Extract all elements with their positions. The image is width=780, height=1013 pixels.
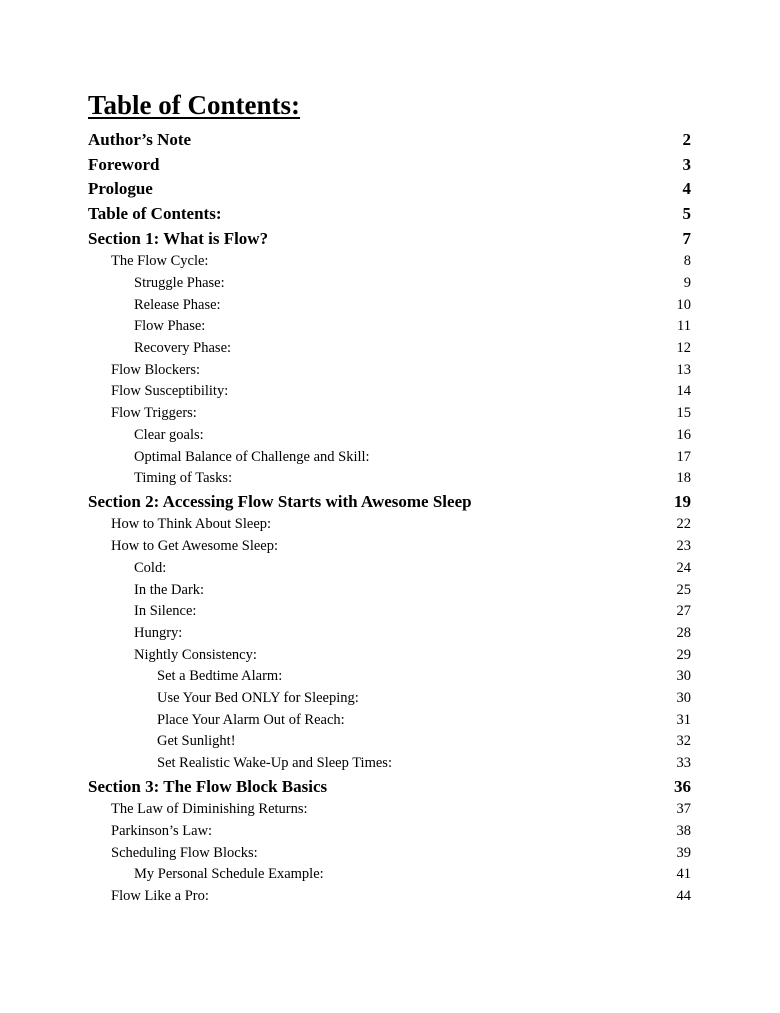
toc-entry-label: Prologue <box>88 179 153 199</box>
toc-entry-page-number: 19 <box>674 491 691 511</box>
toc-entry <box>88 403 691 425</box>
toc-entry <box>88 338 691 360</box>
toc-list <box>88 128 691 907</box>
toc-entry-page-number: 24 <box>676 559 691 576</box>
toc-entry-page-number: 11 <box>677 318 691 335</box>
toc-entry-label: The Law of Diminishing Returns: <box>111 801 308 818</box>
toc-entry <box>88 709 691 731</box>
toc-entry-label: Flow Phase: <box>134 318 206 335</box>
toc-entry-page-number: 25 <box>676 581 691 598</box>
toc-entry-label: Nightly Consistency: <box>134 646 257 663</box>
toc-entry-label: Parkinson’s Law: <box>111 823 213 839</box>
toc-entry <box>88 490 691 515</box>
toc-entry-label: Recovery Phase: <box>134 340 232 357</box>
toc-entry-page-number: 7 <box>682 228 691 248</box>
toc-entry <box>88 799 691 821</box>
toc-entry-page-number: 3 <box>682 154 691 174</box>
toc-entry-page-number: 13 <box>676 361 691 378</box>
toc-entry <box>88 558 691 580</box>
toc-entry <box>88 536 691 558</box>
toc-entry <box>88 153 691 178</box>
toc-entry-label: Timing of Tasks: <box>134 470 233 487</box>
toc-entry-label: Clear goals: <box>134 426 204 443</box>
toc-entry-label: Get Sunlight! <box>157 733 236 750</box>
toc-entry <box>88 579 691 601</box>
toc-entry <box>88 294 691 316</box>
toc-entry <box>88 623 691 645</box>
toc-entry <box>88 886 691 908</box>
toc-entry-page-number: 14 <box>676 383 691 400</box>
toc-entry-page-number: 8 <box>683 253 691 270</box>
toc-entry-page-number: 5 <box>682 204 691 224</box>
toc-entry-label: My Personal Schedule Example: <box>134 866 324 883</box>
toc-entry-label: In the Dark: <box>134 581 205 598</box>
toc-entry-page-number: 44 <box>676 888 691 905</box>
toc-entry-page-number: 32 <box>676 733 691 750</box>
toc-entry <box>88 273 691 295</box>
toc-entry-label: Use Your Bed ONLY for Sleeping: <box>157 689 359 706</box>
toc-entry-page-number: 9 <box>683 275 691 291</box>
toc-entry-page-number: 41 <box>676 866 691 883</box>
toc-entry <box>88 226 691 251</box>
toc-entry <box>88 842 691 864</box>
toc-entry-label: Cold: <box>134 559 167 576</box>
toc-entry-page-number: 15 <box>676 405 691 422</box>
toc-entry-label: Section 2: Accessing Flow Starts with Awesome Sleep <box>88 491 472 511</box>
toc-entry-page-number: 16 <box>676 426 691 443</box>
toc-entry-label: The Flow Cycle: <box>111 253 209 270</box>
toc-entry <box>88 359 691 381</box>
toc-entry-label: Flow Triggers: <box>111 405 197 422</box>
toc-entry <box>88 177 691 202</box>
toc-entry-label: Flow Blockers: <box>111 361 201 378</box>
toc-entry <box>88 128 691 153</box>
toc-entry-page-number: 29 <box>676 646 691 663</box>
toc-entry-label: Optimal Balance of Challenge and Skill: <box>134 448 370 465</box>
toc-entry-page-number: 22 <box>676 516 691 533</box>
toc-entry-label: Set a Bedtime Alarm: <box>157 668 283 685</box>
toc-entry-page-number: 27 <box>676 603 691 620</box>
toc-entry-label: Author’s Note <box>88 130 192 150</box>
toc-entry <box>88 821 691 843</box>
toc-entry-label: Flow Like a Pro: <box>111 888 209 905</box>
toc-entry-label: Foreword <box>88 154 160 174</box>
toc-entry-page-number: 18 <box>676 470 691 487</box>
toc-entry-page-number: 30 <box>676 668 691 685</box>
toc-title: Table of Contents: <box>88 90 301 120</box>
toc-entry <box>88 774 691 799</box>
toc-entry-page-number: 28 <box>676 624 691 641</box>
toc-entry <box>88 644 691 666</box>
toc-entry <box>88 468 691 490</box>
toc-entry-page-number: 38 <box>676 823 691 839</box>
toc-entry <box>88 424 691 446</box>
toc-entry <box>88 731 691 753</box>
toc-entry <box>88 601 691 623</box>
toc-entry-page-number: 31 <box>676 711 691 728</box>
toc-entry-label: Release Phase: <box>134 296 221 313</box>
toc-entry-label: In Silence: <box>134 603 197 620</box>
toc-entry-page-number: 23 <box>676 538 691 555</box>
toc-entry <box>88 514 691 536</box>
toc-entry-page-number: 37 <box>676 801 691 818</box>
toc-entry-label: How to Think About Sleep: <box>111 516 272 533</box>
toc-entry <box>88 688 691 710</box>
toc-entry-label: How to Get Awesome Sleep: <box>111 538 279 555</box>
toc-entry-label: Scheduling Flow Blocks: <box>111 844 258 861</box>
toc-entry-page-number: 12 <box>676 340 691 357</box>
toc-entry-page-number: 17 <box>676 448 691 465</box>
toc-entry-label: Hungry: <box>134 624 183 641</box>
toc-entry-label: Set Realistic Wake-Up and Sleep Times: <box>157 755 392 772</box>
toc-entry-label: Section 3: The Flow Block Basics <box>88 776 328 796</box>
toc-entry-label: Flow Susceptibility: <box>111 383 229 400</box>
toc-entry-page-number: 4 <box>682 179 691 199</box>
toc-entry-label: Struggle Phase: <box>134 275 225 291</box>
toc-entry-page-number: 2 <box>682 130 691 150</box>
toc-entry <box>88 381 691 403</box>
toc-entry <box>88 251 691 273</box>
toc-entry-page-number: 33 <box>676 755 691 772</box>
toc-entry <box>88 446 691 468</box>
toc-entry-page-number: 39 <box>676 844 691 861</box>
toc-entry-label: Table of Contents: <box>88 204 222 224</box>
toc-entry <box>88 202 691 227</box>
toc-entry <box>88 864 691 886</box>
toc-entry-page-number: 30 <box>676 689 691 706</box>
toc-entry-page-number: 10 <box>676 296 691 313</box>
toc-entry <box>88 753 691 775</box>
toc-entry-label: Section 1: What is Flow? <box>88 228 269 248</box>
toc-entry-label: Place Your Alarm Out of Reach: <box>157 711 345 728</box>
toc-entry <box>88 316 691 338</box>
toc-entry <box>88 666 691 688</box>
toc-entry-page-number: 36 <box>674 776 691 796</box>
